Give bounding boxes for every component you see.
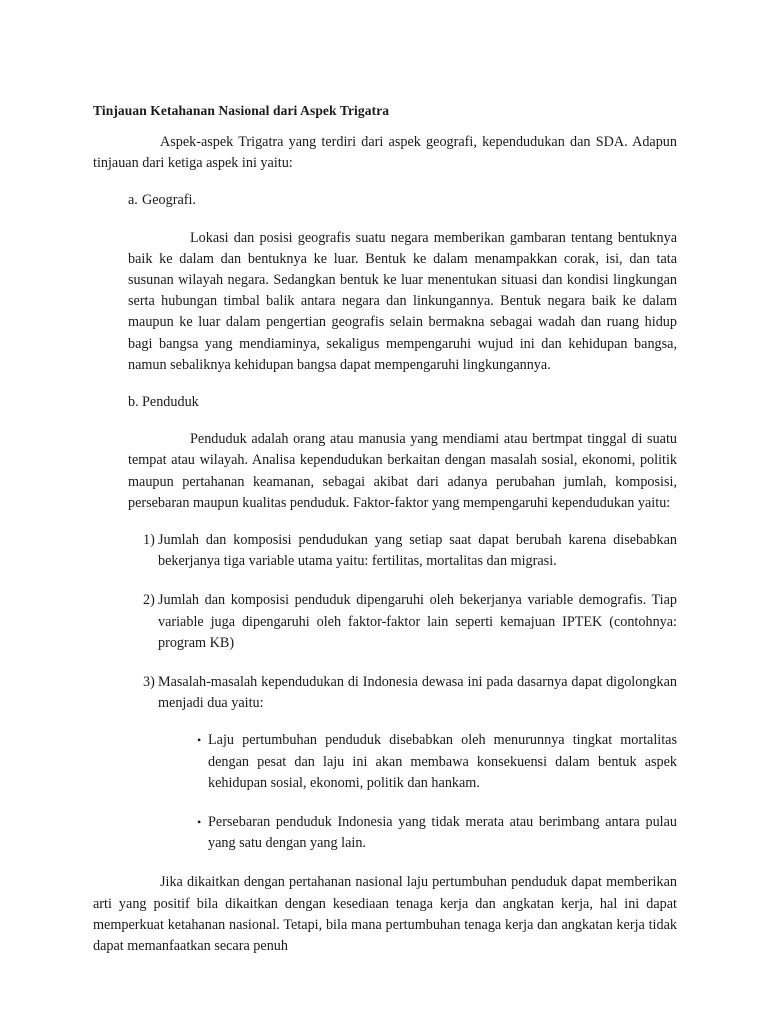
section-heading-geografi xyxy=(93,190,677,211)
list-item-text: Persebaran penduduk Indonesia yang tidak merata atau berimbang antara pulau yang satu dengan yang lain. xyxy=(208,814,677,852)
list-item-marker: 1) xyxy=(143,532,155,549)
section-heading-penduduk xyxy=(93,392,677,413)
list-item xyxy=(93,812,677,854)
intro-paragraph: Aspek-aspek Trigatra yang terdiri dari aspek geografi, kependudukan dan SDA. Adapun tinjauan dari ketiga aspek ini yaitu: xyxy=(93,134,677,172)
bullet-icon: • xyxy=(197,815,202,830)
page-title: Tinjauan Ketahanan Nasional dari Aspek Trigatra xyxy=(93,103,390,118)
list-item-marker: 3) xyxy=(143,674,155,691)
section-title: Penduduk xyxy=(142,394,199,411)
section-marker-letter: a. xyxy=(128,192,138,209)
section-title: Geografi. xyxy=(142,192,196,209)
list-item xyxy=(93,530,677,572)
list-item xyxy=(93,590,677,654)
closing-paragraph: Jika dikaitkan dengan pertahanan nasional laju pertumbuhan penduduk dapat memberikan arti yang positif bila dikaitkan dengan kesediaan tenaga kerja dan angkatan kerja, hal ini dapat memperkuat ketahanan nasional. Tetapi, bila mana pertumbuhan tenaga kerja dan angkatan kerja tidak dapat memanfaatkan secara penuh xyxy=(93,874,677,955)
list-item-text: Laju pertumbuhan penduduk disebabkan oleh menurunnya tingkat mortalitas dengan pesat dan laju ini akan membawa konsekuensi dalam bentuk aspek kehidupan sosial, ekonomi, politik dan hankam. xyxy=(208,732,677,791)
section-paragraph-geografi: Lokasi dan posisi geografis suatu negara memberikan gambaran tentang bentuknya baik ke dalam dan bentuknya ke luar. Bentuk ke dalam menampakkan corak, isi, dan tata susunan wilayah negara. Sedangkan bentuk ke luar menentukan situasi dan kondisi lingkungan serta hubungan timbal balik antara negara dan linkungannya. Bentuk negara baik ke dalam maupun ke luar dalam pengertian geografis selain bermakna sebagai wadah dan ruang hidup bagi bangsa yang mendiaminya, sekaligus mempengaruhi wujud ini dan kehidupan bangsa, namun sebaliknya kehidupan bangsa dapat mempengaruhi lingkungannya. xyxy=(128,229,677,373)
list-item-text: Masalah-masalah kependudukan di Indonesia dewasa ini pada dasarnya dapat digolongkan menjadi dua yaitu: xyxy=(158,674,677,712)
list-item-marker: 2) xyxy=(143,592,155,609)
list-item-text: Jumlah dan komposisi penduduk dipengaruhi oleh bekerjanya variable demografis. Tiap variable juga dipengaruhi oleh faktor-faktor lain seperti kemajuan IPTEK (contohnya: program KB) xyxy=(158,592,677,651)
list-item xyxy=(93,672,677,714)
section-paragraph-penduduk: Penduduk adalah orang atau manusia yang mendiami atau bertmpat tinggal di suatu tempat atau wilayah. Analisa kependudukan berkaitan dengan masalah sosial, ekonomi, politik maupun pertahanan keamanan, sebagai akibat dari adanya perubahan jumlah, komposisi, persebaran maupun kualitas penduduk. Faktor-faktor yang mempengaruhi kependudukan yaitu: xyxy=(128,431,677,511)
list-item xyxy=(93,730,677,794)
section-marker-letter: b. xyxy=(128,394,139,411)
bulleted-list xyxy=(93,730,677,854)
bullet-icon: • xyxy=(197,733,202,748)
numbered-list xyxy=(93,530,677,714)
list-item-text: Jumlah dan komposisi pendudukan yang setiap saat dapat berubah karena disebabkan bekerjanya tiga variable utama yaitu: fertilitas, mortalitas dan migrasi. xyxy=(158,532,677,570)
